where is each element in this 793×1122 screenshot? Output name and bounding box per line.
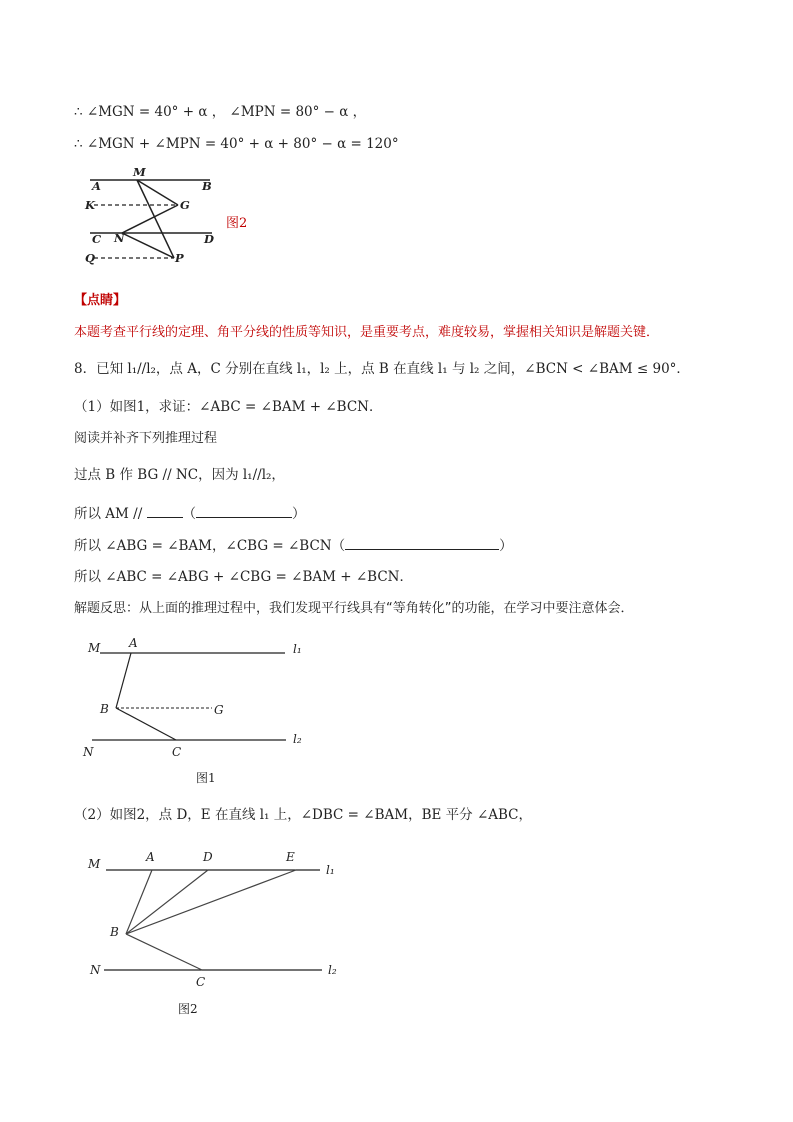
question-8-part-1: （1）如图1，求证：∠ABC = ∠BAM + ∠BCN． — [74, 399, 383, 415]
proof-step-2-paren-close: ） — [292, 506, 306, 522]
label-a: A — [129, 636, 138, 650]
figure-2 — [80, 842, 350, 1022]
blank-1[interactable] — [147, 504, 183, 518]
proof-step-2-text: 所以 AM // — [74, 506, 147, 522]
label-b: B — [110, 925, 119, 939]
proof-step-2-paren-open: （ — [182, 506, 197, 522]
figure-2-caption: 图2 — [178, 1002, 198, 1016]
equation-line-1: ∴ ∠MGN = 40° + α ， ∠MPN = 80° − α ， — [74, 104, 367, 120]
label-c: C — [196, 975, 206, 989]
read-instruction: 阅读并补齐下列推理过程 — [74, 431, 218, 446]
blank-2[interactable] — [196, 504, 292, 518]
label-a: A — [146, 850, 155, 864]
seg-bc — [126, 934, 202, 970]
reflection: 解题反思：从上面的推理过程中，我们发现平行线具有“等角转化”的功能，在学习中要注意体会． — [74, 601, 634, 616]
label-l1: l₁ — [326, 863, 335, 877]
blank-3[interactable] — [345, 536, 499, 550]
label-g: G — [214, 703, 224, 717]
seg-bc — [116, 708, 176, 740]
seg-gn — [122, 205, 178, 233]
question-8: 8．已知 l₁//l₂，点 A，C 分别在直线 l₁，l₂ 上，点 B 在直线 l₁ 与 l₂ 之间，∠BCN < ∠BAM ≤ 90°． — [74, 361, 690, 377]
proof-step-4: 所以 ∠ABC = ∠ABG + ∠CBG = ∠BAM + ∠BCN． — [74, 569, 413, 585]
label-g: G — [180, 198, 190, 212]
label-m: M — [133, 165, 146, 179]
dianjing-heading: 【点睛】 — [74, 293, 127, 308]
label-l2: l₂ — [293, 732, 302, 746]
question-8-part-2: （2）如图2，点 D，E 在直线 l₁ 上，∠DBC = ∠BAM，BE 平分 ∠ABC， — [74, 807, 533, 823]
seg-bd — [126, 870, 208, 934]
equation-line-2: ∴ ∠MGN + ∠MPN = 40° + α + 80° − α = 120° — [74, 136, 399, 152]
proof-step-3-text: 所以 ∠ABG = ∠BAM，∠CBG = ∠BCN（ — [74, 538, 346, 554]
label-a: A — [92, 179, 101, 193]
label-m: M — [88, 857, 101, 871]
dianjing-body: 本题考查平行线的定理、角平分线的性质等知识，是重要考点，难度较易，掌握相关知识是解题关键． — [74, 325, 660, 340]
label-e: E — [286, 850, 295, 864]
label-c: C — [172, 745, 182, 759]
label-d: D — [204, 232, 214, 246]
label-l2: l₂ — [328, 963, 337, 977]
seg-np — [122, 233, 174, 258]
figure-1-caption: 图1 — [196, 771, 216, 785]
label-q: Q — [85, 251, 96, 265]
label-n: N — [114, 231, 125, 245]
label-b: B — [202, 179, 212, 193]
label-d: D — [203, 850, 213, 864]
label-n: N — [83, 745, 94, 759]
label-p: P — [175, 251, 184, 265]
figure-top-caption: 图2 — [226, 216, 248, 231]
figure-top — [80, 165, 280, 270]
proof-step-3-paren-close: ） — [499, 538, 513, 554]
proof-step-2 — [74, 504, 306, 523]
proof-step-3 — [74, 536, 513, 555]
label-b: B — [100, 702, 109, 716]
label-c: C — [92, 232, 102, 246]
figure-1 — [80, 632, 320, 792]
label-n: N — [90, 963, 101, 977]
seg-ab — [116, 653, 131, 708]
proof-step-1: 过点 B 作 BG // NC，因为 l₁//l₂， — [74, 467, 285, 483]
label-l1: l₁ — [293, 642, 302, 656]
label-k: K — [85, 198, 95, 212]
label-m: M — [88, 641, 101, 655]
seg-be — [126, 870, 296, 934]
